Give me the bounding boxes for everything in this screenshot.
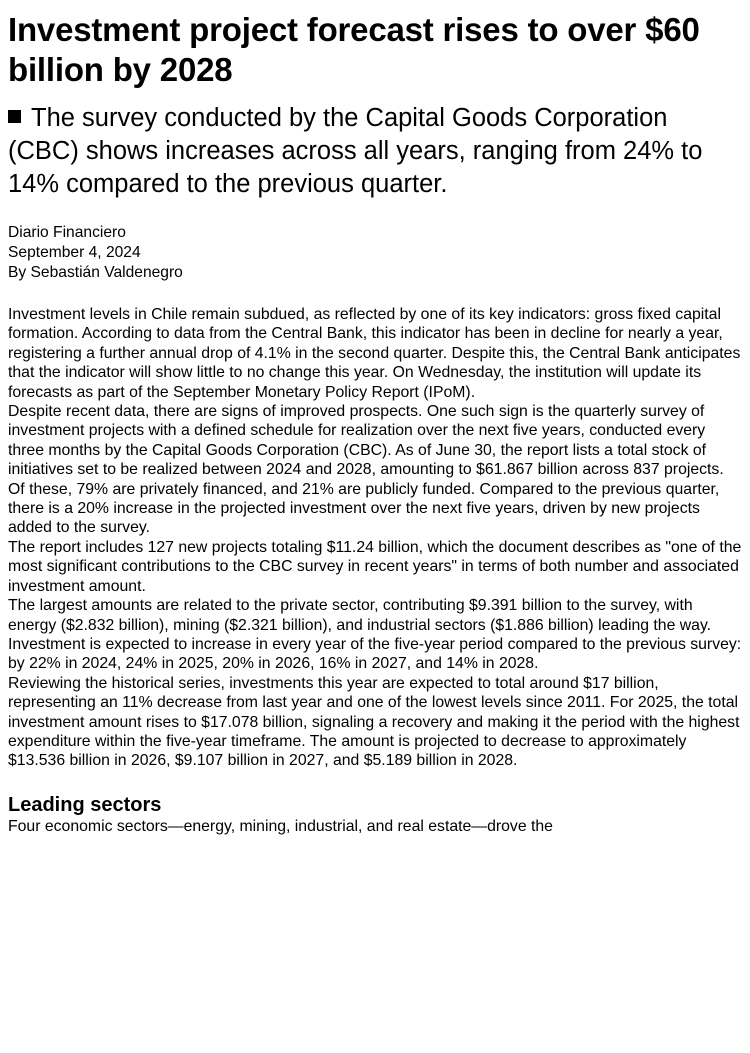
section-heading: Leading sectors: [8, 793, 162, 816]
body-paragraph: Investment levels in Chile remain subdued, as reflected by one of its key indicators: gross fixed capital formation. According to data from the Central Bank, this indicator has been in decline for nearly a year, registering a further annual drop of 4.1% in the second quarter. Despite this, the Central Bank anticipates that the indicator will show little to no change this year. On Wednesday, the institution will update its forecasts as part of the September Monetary Policy Report (IPoM).: [8, 306, 741, 401]
body-paragraph: Despite recent data, there are signs of improved prospects. One such sign is the quarterly survey of investment projects with a defined schedule for realization over the next five years, conducted every three months by the Capital Goods Corporation (CBC). As of June 30, the report lists a total stock of initiatives set to be realized between 2024 and 2028, amounting to $61.867 billion across 837 projects. Of these, 79% are privately financed, and 21% are publicly funded. Compared to the previous quarter, there is a 20% increase in the projected investment over the next five years, driven by new projects added to the survey.: [8, 403, 724, 537]
article-meta: [8, 223, 742, 283]
square-bullet-icon: [8, 110, 21, 123]
body-paragraph: Reviewing the historical series, investments this year are expected to total around $17 billion, representing an 11% decrease from last year and one of the lowest levels since 2011. For 2025, the total investment amount rises to $17.078 billion, signaling a recovery and making it the period with the highest expenditure within the five-year timeframe. The amount is projected to decrease to approximately $13.536 billion in 2026, $9.107 billion in 2027, and $5.189 billion in 2028.: [8, 674, 740, 770]
subhead-text: The survey conducted by the Capital Goods Corporation (CBC) shows increases across all years, ranging from 24% to 14% compared to the previous quarter.: [8, 104, 703, 198]
publish-date: September 4, 2024: [8, 244, 141, 261]
section-lead-paragraph: Four economic sectors—energy, mining, industrial, and real estate—drove the: [8, 817, 553, 835]
body-paragraph: The report includes 127 new projects totaling $11.24 billion, which the document describes as "one of the most significant contributions to the CBC survey in recent years" in terms of both number and associated investment amount.: [8, 538, 742, 595]
byline: By Sebastián Valdenegro: [8, 264, 183, 281]
source-name: Diario Financiero: [8, 224, 126, 241]
body-paragraph: The largest amounts are related to the private sector, contributing $9.391 billion to the survey, with energy ($2.832 billion), mining ($2.321 billion), and industrial sectors ($1.886 billion) leading the way.: [8, 597, 712, 634]
subhead: [8, 102, 742, 201]
article-body: [8, 305, 742, 771]
headline: Investment project forecast rises to over $60 billion by 2028: [8, 11, 700, 88]
body-paragraph: Investment is expected to increase in every year of the five-year period compared to the previous survey: by 22% in 2024, 24% in 2025, 20% in 2026, 16% in 2027, and 14% in 2028.: [8, 635, 742, 673]
